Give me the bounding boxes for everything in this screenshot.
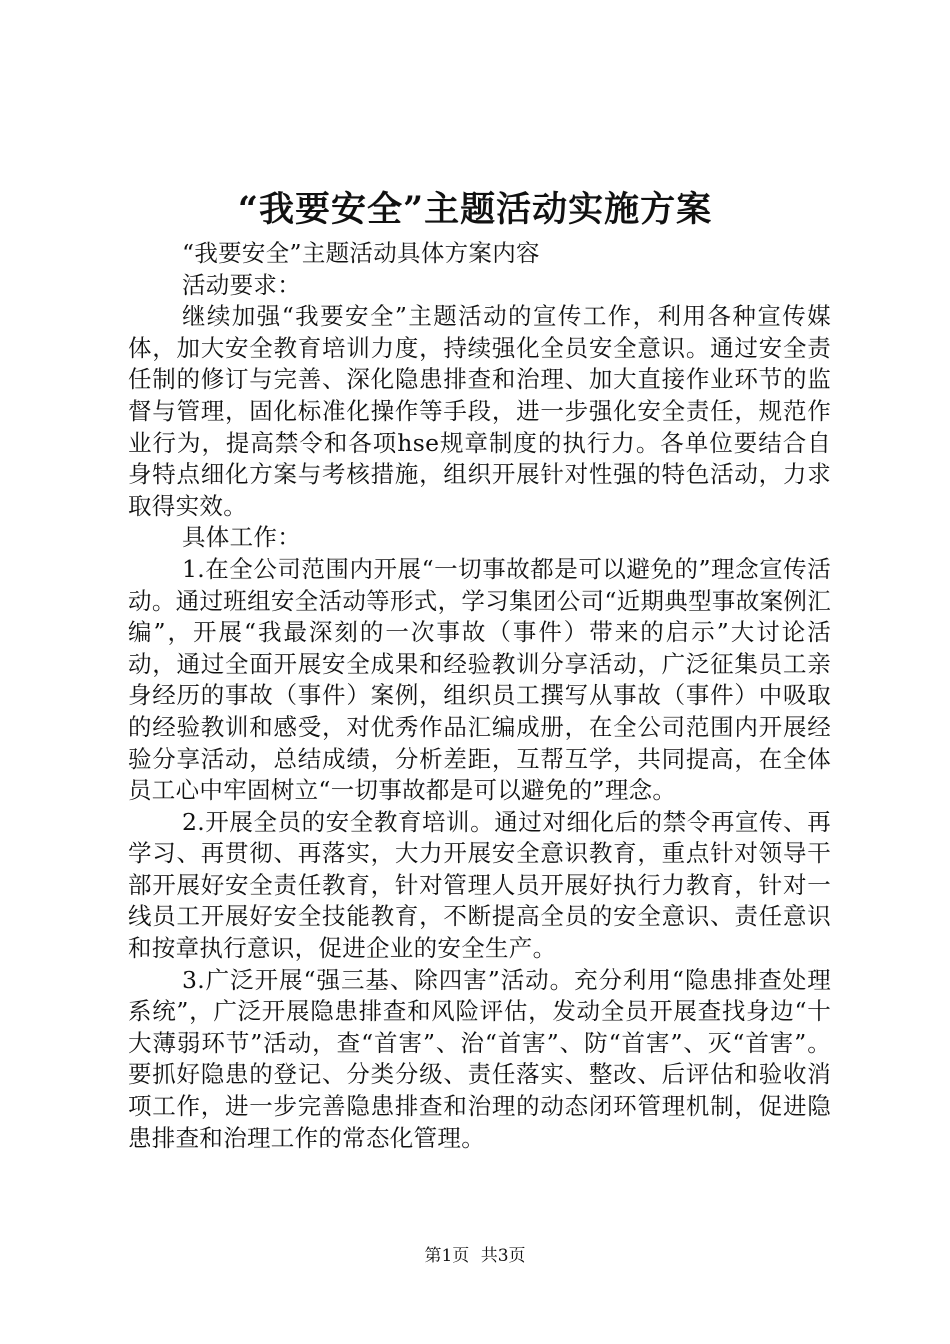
paragraph-requirements-heading: 活动要求： [182,270,301,299]
paragraph-task-3: 3.广泛开展“强三基、除四害”活动。充分利用“隐患排查处理系统”，广泛开展隐患排查和风险评估，发动全员开展查找身边“十大薄弱环节”活动，查“首害”、治“首害”、防“首害”、灭“首害”。要抓好隐患的登记、分类分级、责任落实、整改、后评估和验收消项工作，进一步完善隐患排查和治理的动态闭环管理机制，促进隐患排查和治理工作的常态化管理。 [128,965,831,1152]
paragraph-task-1: 1.在全公司范围内开展“一切事故都是可以避免的”理念宣传活动。通过班组安全活动等形式，学习集团公司“近期典型事故案例汇编”，开展“我最深刻的一次事故（事件）带来的启示”大讨论活动，通过全面开展安全成果和经验教训分享活动，广泛征集员工亲身经历的事故（事件）案例，组织员工撰写从事故（事件）中吸取的经验教训和感受，对优秀作品汇编成册，在全公司范围内开展经验分享活动，总结成绩，分析差距，互帮互学，共同提高，在全体员工心中牢固树立“一切事故都是可以避免的”理念。 [128,554,831,805]
paragraph-tasks-heading: 具体工作： [182,523,301,552]
document-title: “我要安全”主题活动实施方案 [237,189,713,230]
page-number: 第1页 [424,1246,470,1266]
page-total: 共3页 [480,1246,526,1266]
page-footer [0,1244,950,1268]
paragraph-task-2: 2.开展全员的安全教育培训。通过对细化后的禁令再宣传、再学习、再贯彻、再落实，大力开展安全意识教育，重点针对领导干部开展好安全责任教育，针对管理人员开展好执行力教育，针对一线员工开展好安全技能教育，不断提高全员的安全意识、责任意识和按章执行意识，促进企业的安全生产。 [128,807,831,963]
paragraph-subtitle: “我要安全”主题活动具体方案内容 [182,239,540,267]
paragraph-requirements: 继续加强“我要安全”主题活动的宣传工作，利用各种宣传媒体，加大安全教育培训力度，持续强化全员安全意识。通过安全责任制的修订与完善、深化隐患排查和治理、加大直接作业环节的监督与管理，固化标准化操作等手段，进一步强化安全责任，规范作业行为，提高禁令和各项hse规章制度的执行力。各单位要结合自身特点细化方案与考核措施，组织开展针对性强的特色活动，力求取得实效。 [128,302,831,520]
document-body [128,238,831,1154]
